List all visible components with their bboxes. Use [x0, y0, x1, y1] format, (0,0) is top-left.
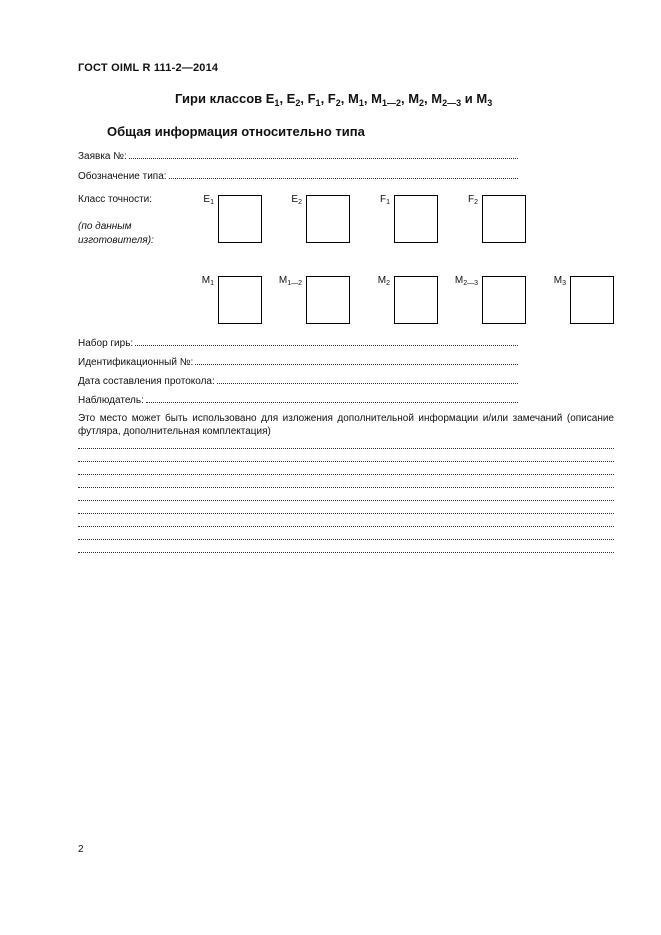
report-date-label: Дата составления протокола: — [78, 376, 215, 387]
page-title — [175, 91, 492, 108]
title-prefix: Гири классов — [175, 91, 266, 106]
class-label-f1: $F_1$ — [379, 194, 390, 206]
class-checkbox-m2[interactable] — [394, 276, 438, 324]
class-label-f2: $F_2$ — [467, 194, 478, 206]
class-checkbox-e2[interactable] — [306, 195, 350, 243]
title-class-1: $E_2$, — [286, 91, 308, 108]
type-designation-field[interactable] — [78, 169, 518, 182]
title-class-8: $M_3$ — [476, 91, 493, 108]
type-designation-dotted-line — [169, 169, 518, 179]
accuracy-class-label: Класс точности: — [78, 194, 153, 205]
class-checkbox-f2[interactable] — [482, 195, 526, 243]
type-designation-label: Обозначение типа: — [78, 171, 167, 182]
remarks-line[interactable] — [78, 474, 614, 475]
identification-label: Идентификационный №: — [78, 357, 194, 368]
title-classes — [266, 91, 492, 106]
title-class-6: $M_2$, — [408, 91, 432, 108]
remarks-line[interactable] — [78, 552, 614, 553]
class-label-m23: $M_{2—3}$ — [454, 275, 478, 287]
remarks-line[interactable] — [78, 500, 614, 501]
section-subtitle: Общая информация относительно типа — [107, 124, 365, 139]
observer-label: Наблюдатель: — [78, 395, 144, 406]
observer-dotted-line — [146, 393, 518, 403]
manufacturer-note — [78, 220, 154, 248]
remarks-instructions: Это место может быть использовано для изложения дополнительной информации и/или замечаний (описание футляра, дополнительная комплектация) — [78, 413, 614, 437]
title-class-4: $M_1$, — [348, 91, 372, 108]
remarks-line[interactable] — [78, 513, 614, 514]
remarks-line[interactable] — [78, 526, 614, 527]
class-checkbox-e1[interactable] — [218, 195, 262, 243]
identification-field[interactable] — [78, 355, 518, 368]
class-checkbox-m3[interactable] — [570, 276, 614, 324]
class-checkbox-m1[interactable] — [218, 276, 262, 324]
manufacturer-note-line-1: (по данным — [78, 221, 132, 232]
class-label-m3: $M_3$ — [553, 275, 566, 287]
class-checkbox-m12[interactable] — [306, 276, 350, 324]
remarks-line[interactable] — [78, 539, 614, 540]
remarks-line[interactable] — [78, 461, 614, 462]
title-class-2: $F_1$, — [307, 91, 328, 108]
weight-set-dotted-line — [135, 336, 518, 346]
application-dotted-line — [129, 149, 518, 159]
identification-dotted-line — [195, 355, 518, 365]
class-label-m2: $M_2$ — [377, 275, 390, 287]
weight-set-label: Набор гирь: — [78, 338, 134, 349]
title-class-0: $E_1$, — [265, 91, 287, 108]
application-field[interactable] — [78, 149, 518, 162]
class-label-m1: $M_1$ — [201, 275, 214, 287]
class-checkbox-f1[interactable] — [394, 195, 438, 243]
title-class-3: $F_2$, — [327, 91, 348, 108]
standard-header: ГОСТ OIML R 111-2—2014 — [78, 62, 219, 74]
class-label-m12: $M_{1—2}$ — [278, 275, 302, 287]
title-class-5: $M_{1—2}$, — [371, 91, 409, 108]
manufacturer-note-line-2: изготовителя): — [78, 235, 154, 246]
page-number: 2 — [78, 844, 84, 855]
title-class-7: $M_{2—3}$ и — [431, 91, 477, 108]
class-checkbox-m23[interactable] — [482, 276, 526, 324]
class-label-e2: $E_2$ — [291, 194, 302, 206]
weight-set-field[interactable] — [78, 336, 518, 349]
observer-field[interactable] — [78, 393, 518, 406]
application-label: Заявка №: — [78, 151, 127, 162]
report-date-dotted-line — [217, 374, 518, 384]
remarks-line[interactable] — [78, 448, 614, 449]
remarks-line[interactable] — [78, 487, 614, 488]
report-date-field[interactable] — [78, 374, 518, 387]
class-label-e1: $E_1$ — [203, 194, 214, 206]
